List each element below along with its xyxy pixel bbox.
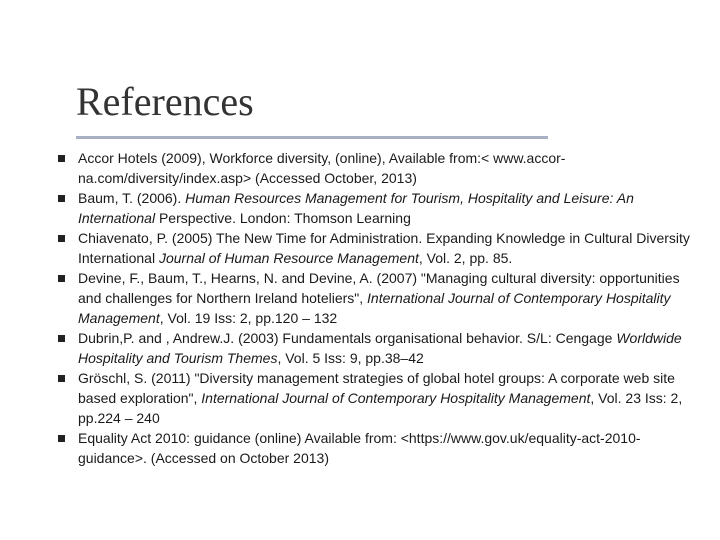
title-underline [76, 136, 548, 139]
reference-item [0, 228, 700, 268]
reference-list [0, 148, 720, 468]
reference-text-segment: Accor Hotels (2009), Workforce diversity, (online), Available from:< www.accor-na.com/diversity/index.asp> (Accessed October, 2013) [78, 150, 566, 186]
reference-text-segment: Gröschl, S. (2011) "Diversity management strategies of global hotel groups: A corporate web site based exploration", [78, 370, 675, 406]
reference-title-italic: International Journal of Contemporary Hospitality Management [78, 290, 671, 326]
square-bullet-icon [58, 275, 65, 282]
reference-text-segment: , Vol. 5 Iss: 9, pp.38–42 [277, 350, 424, 366]
reference-text-segment: Devine, F., Baum, T., Hearns, N. and Devine, A. (2007) "Managing cultural diversity: opportunities and challenges for Northern Ireland hoteliers", [78, 270, 680, 306]
square-bullet-icon [58, 195, 65, 202]
reference-text [78, 188, 700, 228]
reference-item [0, 188, 700, 228]
reference-text [78, 428, 700, 468]
reference-text-segment: Baum, T. (2006). [78, 190, 186, 206]
square-bullet-icon [58, 235, 65, 242]
reference-item [0, 368, 700, 428]
reference-title-italic: Worldwide Hospitality and Tourism Themes [78, 330, 682, 366]
reference-item [0, 428, 700, 468]
reference-title-italic: International Journal of Contemporary Hospitality Management [201, 390, 591, 406]
reference-text-segment: Perspective. London: Thomson Learning [155, 210, 411, 226]
reference-text [78, 328, 700, 368]
reference-text [78, 148, 700, 188]
page-title: References [76, 79, 254, 124]
reference-text-segment: Equality Act 2010: guidance (online) Available from: <https://www.gov.uk/equality-act-2010-guidance>. (Accessed on October 2013) [78, 430, 641, 466]
reference-item [0, 328, 700, 368]
square-bullet-icon [58, 375, 65, 382]
reference-item [0, 268, 700, 328]
reference-text-segment: , Vol. 23 Iss: 2, pp.224 – 240 [78, 390, 683, 426]
reference-title-italic: Human Resources Management for Tourism, Hospitality and Leisure: An International [78, 190, 634, 226]
square-bullet-icon [58, 435, 65, 442]
reference-item [0, 148, 700, 188]
reference-text-segment: Dubrin,P. and , Andrew.J. (2003) Fundamentals organisational behavior. S/L: Cengage [78, 330, 617, 346]
reference-text-segment: , Vol. 2, pp. 85. [418, 250, 513, 266]
square-bullet-icon [58, 335, 65, 342]
reference-title-italic: Journal of Human Resource Management [158, 250, 419, 266]
reference-text-segment: , Vol. 19 Iss: 2, pp.120 – 132 [159, 310, 338, 326]
reference-text [78, 228, 700, 268]
reference-text-segment: Chiavenato, P. (2005) The New Time for Administration. Expanding Knowledge in Cultural Diversity International [78, 230, 690, 266]
reference-text [78, 368, 700, 428]
reference-text [78, 268, 700, 328]
square-bullet-icon [58, 155, 65, 162]
